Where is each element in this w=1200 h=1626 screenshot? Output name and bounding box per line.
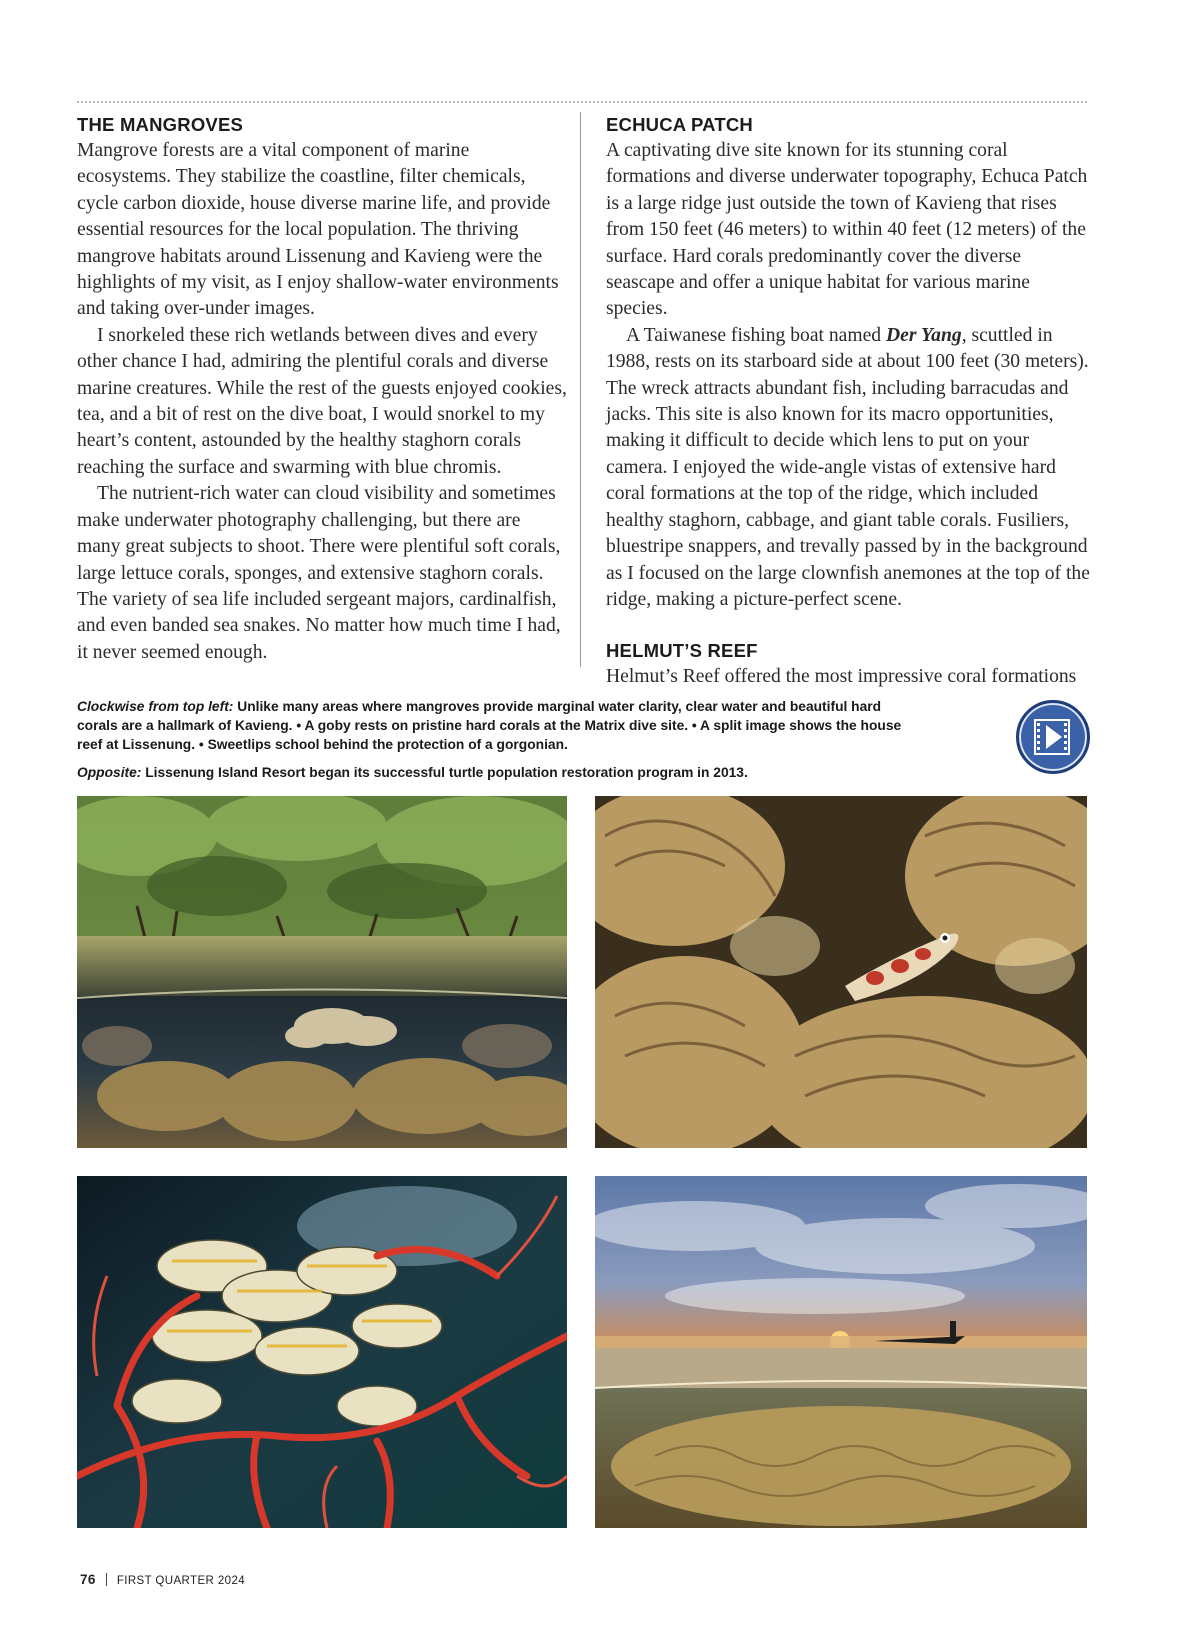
section-heading-echuca-patch: ECHUCA PATCH: [606, 114, 753, 135]
caption-opposite: [77, 763, 907, 782]
caption-text-opposite: Lissenung Island Resort began its successful turtle population restoration program in 2013.: [141, 765, 748, 780]
mangroves-paragraph-2: I snorkeled these rich wetlands between dives and every other chance I had, admiring the plentiful corals and diverse marine creatures. While the rest of the guests enjoyed cookies, tea, and a bit of rest on the dive boat, I would snorkel to my heart’s content, astounded by the healthy staghorn corals reaching the surface and swarming with blue chromis.: [77, 324, 567, 478]
left-column: [77, 112, 567, 666]
photo-mangrove-over-under: [77, 796, 567, 1148]
issue-label: FIRST QUARTER 2024: [116, 1575, 246, 1587]
section-heading-helmuts-reef: HELMUT’S REEF: [606, 640, 758, 662]
echuca-paragraph-1: A captivating dive site known for its stunning coral formations and diverse underwater topography, Echuca Patch is a large ridge just outside the town of Kavieng that rises from 150 feet (46 meters) to within 40 feet (12 meters) of the surface. Hard corals predominantly cover the diverse seascape and offer a unique habitat for various marine species.: [606, 140, 1088, 320]
caption-main: [77, 697, 907, 754]
video-play-button[interactable]: [1016, 700, 1090, 774]
photo-house-reef-split: [595, 1176, 1087, 1528]
photo-caption: [77, 697, 907, 791]
photo-goby-on-coral: [595, 796, 1087, 1148]
right-column: [606, 112, 1092, 691]
footer-divider: [106, 1573, 107, 1586]
video-play-icon: [1019, 703, 1087, 771]
photo-sweetlips-gorgonian: [77, 1176, 567, 1528]
ship-name: Der Yang: [886, 324, 962, 346]
column-divider: [580, 112, 581, 667]
page-footer: [80, 1572, 245, 1587]
caption-text-main: Unlike many areas where mangroves provide marginal water clarity, clear water and beautiful hard corals are a hallmark of Kavieng. • A goby rests on pristine hard corals at the Matrix dive site. • A split image shows the house reef at Lissenung. • Sweetlips school behind the protection of a gorgonian.: [77, 699, 902, 752]
caption-lead-opposite: Opposite:: [77, 765, 142, 780]
caption-lead-clockwise: Clockwise from top left:: [77, 699, 234, 714]
echuca-p2-end: , scuttled in 1988, rests on its starboard side at about 100 feet (30 meters). The wreck attracts abundant fish, including barracudas and jacks. This site is also known for its macro opportunities, making it difficult to decide which lens to put on your camera. I enjoyed the wide-angle vistas of extensive hard coral formations at the top of the ridge, which included healthy staghorn, cabbage, and giant table corals. Fusiliers, bluestripe snappers, and trevally passed by in the background as I focused on the large clownfish anemones at the top of the ridge, making a picture-perfect scene.: [606, 324, 1090, 610]
mangroves-paragraph-1: Mangrove forests are a vital component of marine ecosystems. They stabilize the coastline, filter chemicals, cycle carbon dioxide, house diverse marine life, and provide essential resources for the local population. The thriving mangrove habitats around Lissenung and Kavieng were the highlights of my visit, as I enjoy shallow-water environments and taking over-under images.: [77, 140, 559, 320]
top-dotted-rule: [77, 101, 1087, 103]
helmuts-reef-paragraph: Helmut’s Reef offered the most impressive coral formations: [606, 666, 1077, 688]
page-number: 76: [80, 1572, 96, 1587]
section-heading-mangroves: THE MANGROVES: [77, 114, 244, 135]
mangroves-paragraph-3: The nutrient-rich water can cloud visibility and sometimes make underwater photography challenging, but there are many great subjects to shoot. There were plentiful soft corals, large lettuce corals, sponges, and extensive staghorn corals. The variety of sea life included sergeant majors, cardinalfish, and even banded sea snakes. No matter how much time I had, it never seemed enough.: [77, 483, 561, 663]
echuca-paragraph-2: [606, 323, 1092, 613]
echuca-p2-start: A Taiwanese fishing boat named: [626, 324, 886, 346]
